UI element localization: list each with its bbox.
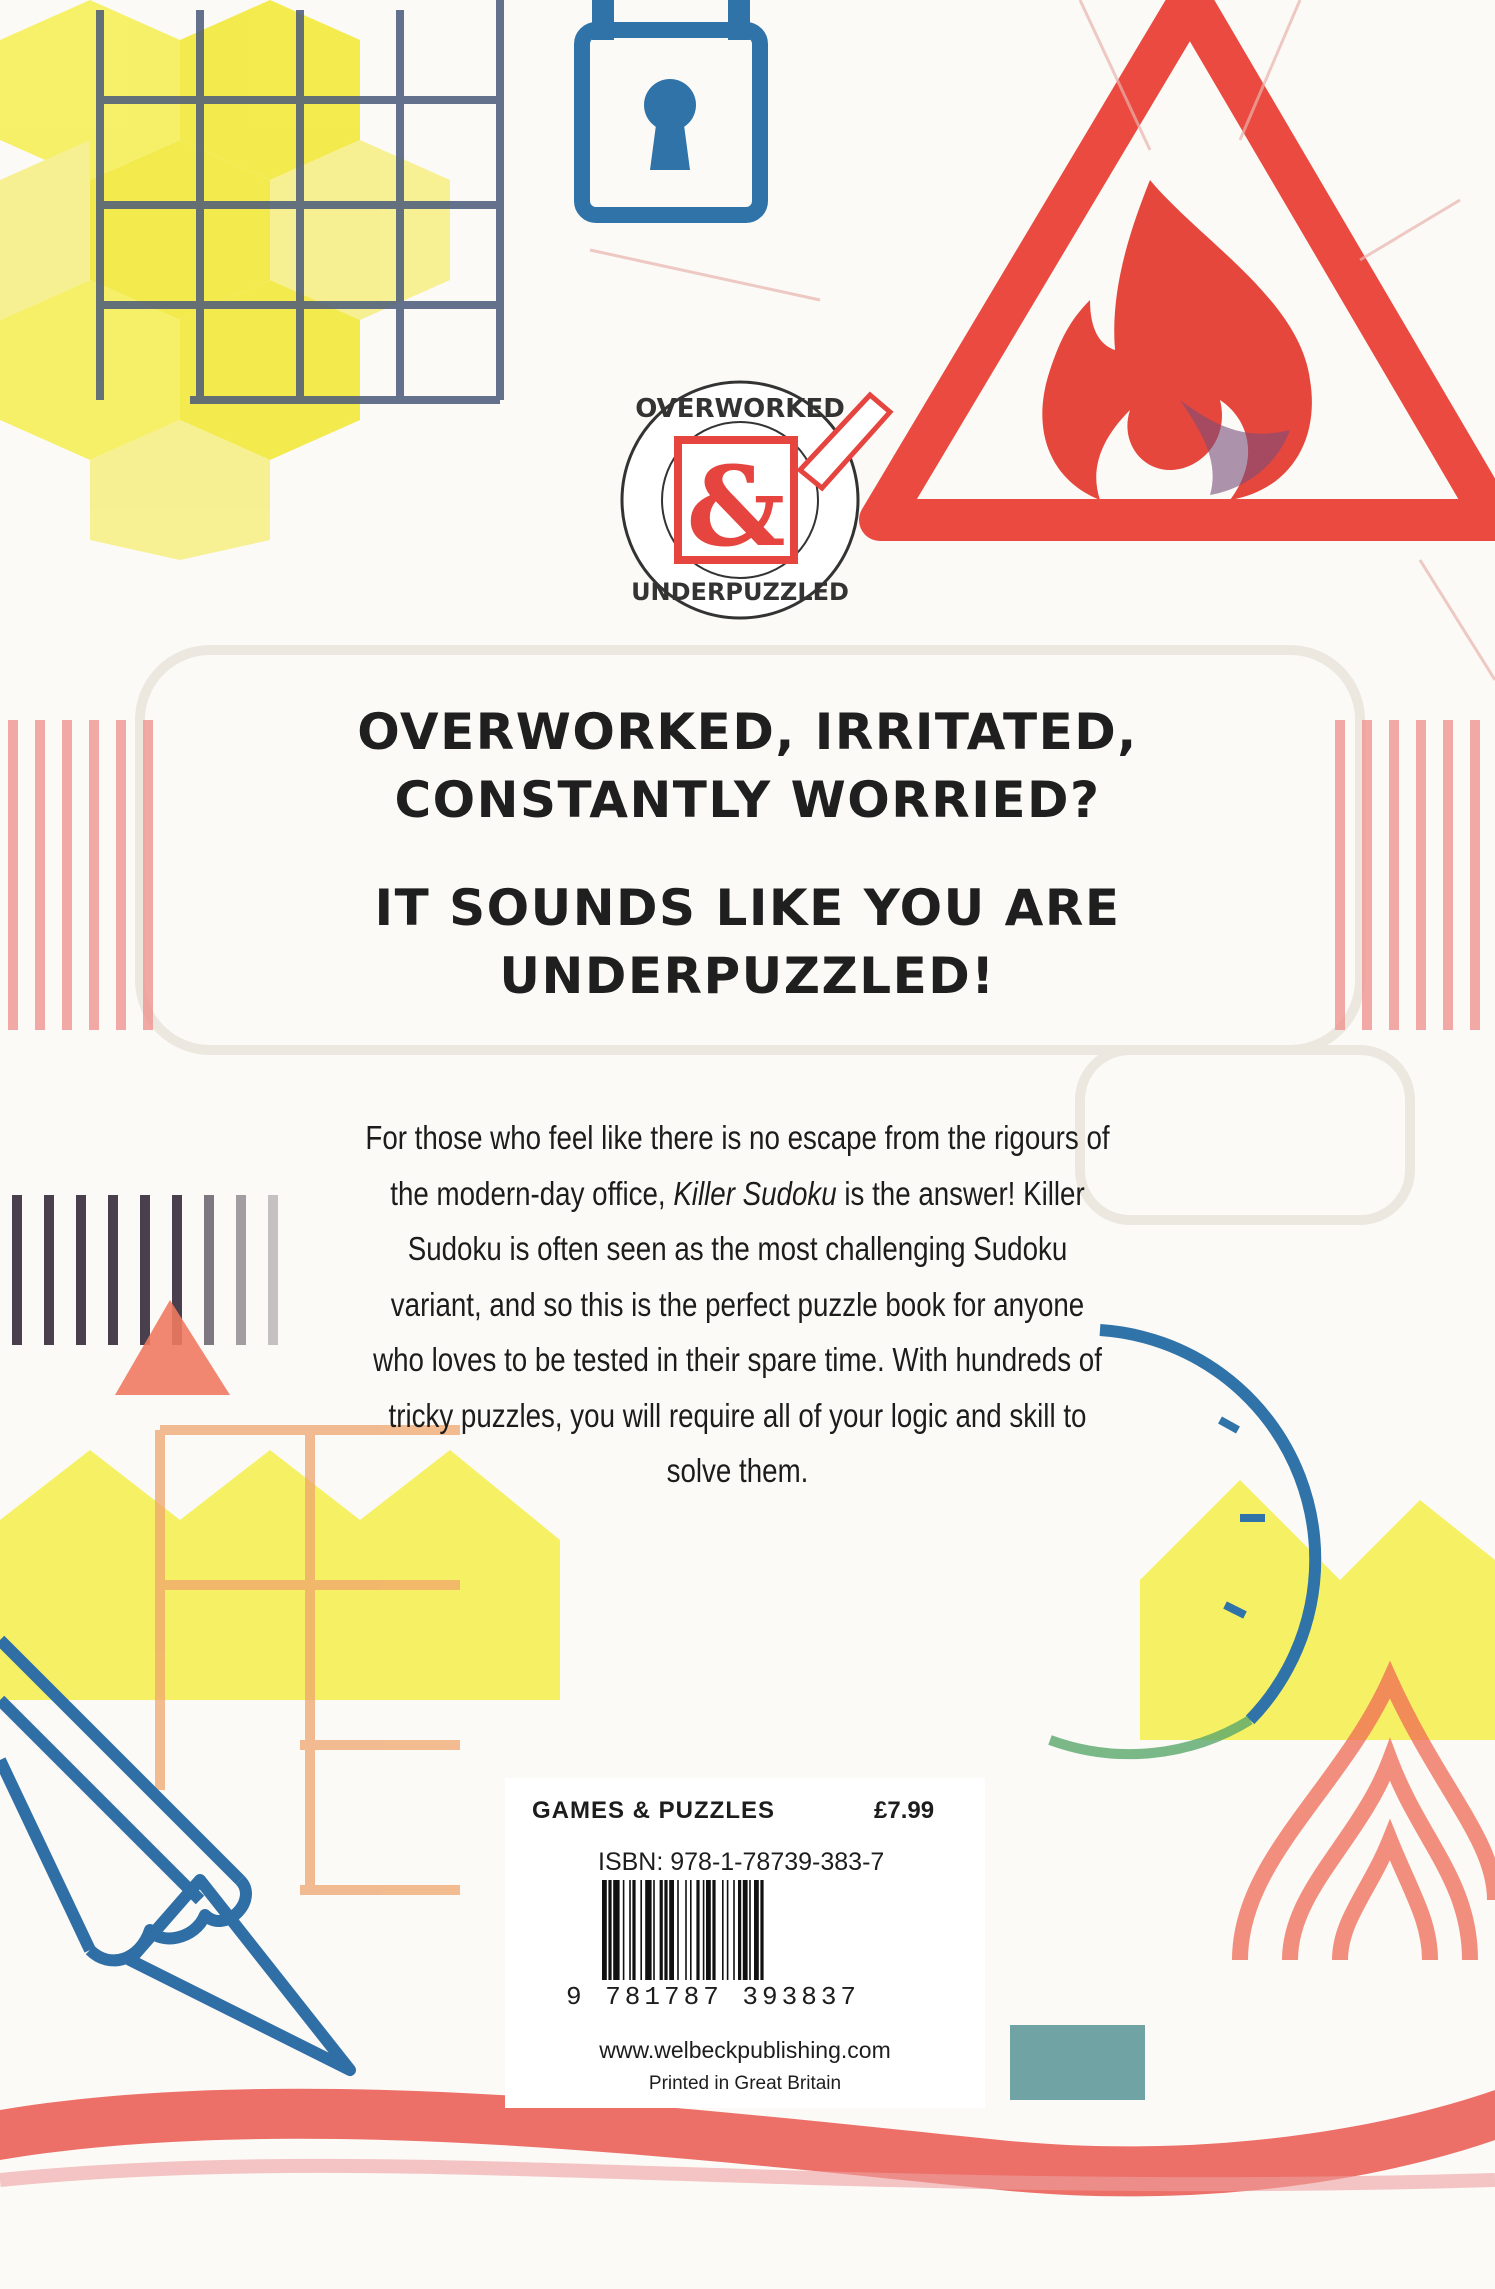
website-label: www.welbeckpublishing.com (599, 2037, 891, 2063)
blurb-text-2: is the answer! Killer Sudoku is often seen as the most challenging Sudoku variant, and so this is the perfect puzzle book for anyone who loves to be tested in their spare time. With hundreds of tricky puzzles, you will require all of your logic and skill to solve them. (373, 1174, 1102, 1489)
headline-line-4: UNDERPUZZLED! (499, 947, 996, 1005)
dark-stripes (12, 1195, 278, 1345)
warning-triangle-icon (880, 0, 1495, 520)
badge-symbol: & (686, 442, 786, 571)
headline-line-3: IT SOUNDS LIKE YOU ARE (374, 879, 1121, 937)
pencil-icon (0, 1640, 350, 2070)
padlock-icon (582, 0, 760, 215)
barcode-number: 9 781787 393837 (566, 1982, 861, 2012)
price-label: £7.99 (874, 1797, 935, 1824)
blurb-paragraph (362, 1110, 1114, 1499)
badge-bottom-text: UNDERPUZZLED (631, 578, 849, 606)
printed-in-label: Printed in Great Britain (648, 2073, 842, 2094)
isbn-label: ISBN: 978-1-78739-383-7 (598, 1848, 885, 1876)
blurb-book-title: Killer Sudoku (673, 1174, 837, 1212)
barcode-icon (598, 1880, 908, 1990)
headline-line-2: CONSTANTLY WORRIED? (394, 771, 1101, 829)
yellow-hexagon-pattern (0, 0, 450, 560)
category-label: GAMES & PUZZLES (532, 1797, 776, 1824)
headline-line-1: OVERWORKED, IRRITATED, (357, 703, 1138, 761)
badge-top-text: OVERWORKED (635, 394, 845, 424)
badge-logo (622, 382, 890, 618)
blurb-text-1: For those who feel like there is no escape from the rigours of the modern-day office, (365, 1119, 1110, 1212)
